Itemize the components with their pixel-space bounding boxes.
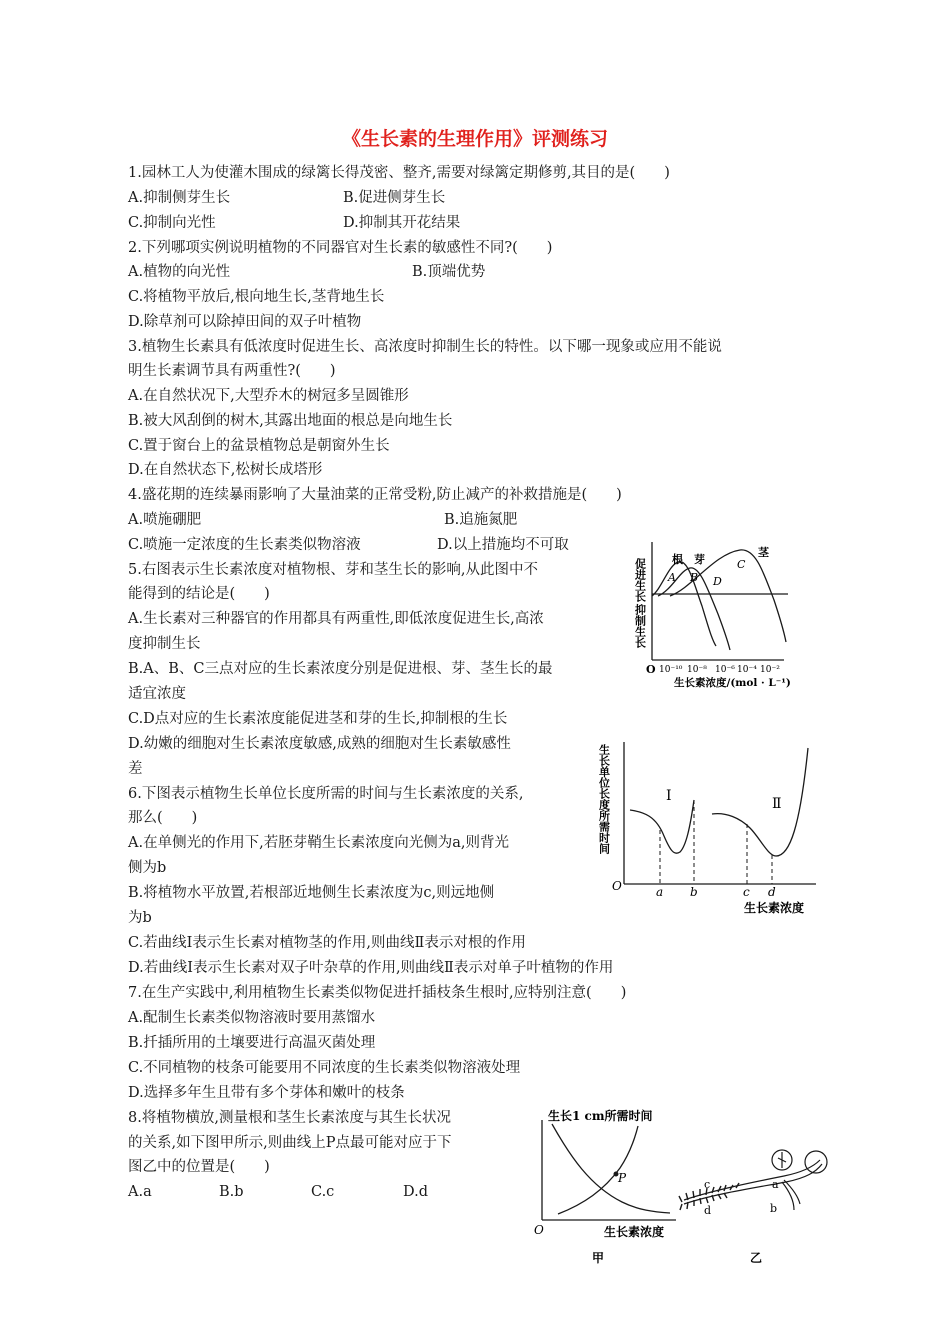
q8-option-a: A.a [128,1184,152,1200]
q8-option-b: B.b [219,1184,244,1200]
q3-option-a: A.在自然状况下,大型乔木的树冠多呈圆锥形 [128,388,409,404]
q2-option-b: B.顶端优势 [412,264,486,280]
q1-option-c: C.抑制向光性 [128,215,216,231]
q7-option-b: B.扦插所用的土壤要进行高温灭菌处理 [128,1035,376,1051]
fig6-curve2-label: Ⅱ [772,796,782,812]
q1-option-b: B.促进侧芽生长 [343,190,446,206]
fig8-yi-label-b: b [770,1202,778,1215]
q6-option-b-line2: 为b [128,910,152,926]
q4-stem: 4.盛花期的连续暴雨影响了大量油菜的正常受粉,防止减产的补救措施是( ) [128,487,622,503]
fig5-point-c: C [737,558,746,571]
q6-option-d: D.若曲线Ⅰ表示生长素对双子叶杂草的作用,则曲线Ⅱ表示对单子叶植物的作用 [128,960,614,976]
q4-option-d: D.以上措施均不可取 [437,537,569,553]
q3-option-d: D.在自然状态下,松树长成塔形 [128,462,323,478]
fig8-yi-label-a: a [772,1178,779,1191]
fig6-x-c: c [743,885,750,899]
fig6-origin: O [612,879,622,893]
fig5-tick-1: 10⁻¹⁰ [659,665,683,675]
q7-option-d: D.选择多年生且带有多个芽体和嫩叶的枝条 [128,1085,405,1101]
fig6-x-axis-label: 生长素浓度 [744,901,805,915]
q8-option-c: C.c [311,1184,335,1200]
q7-option-a: A.配制生长素类似物溶液时要用蒸馏水 [128,1010,376,1026]
q6-stem-line2: 那么( ) [128,810,198,826]
fig8-origin: O [534,1223,544,1237]
q5-option-c: C.D点对应的生长素浓度能促进茎和芽的生长,抑制根的生长 [128,711,508,727]
q6-option-a-line2: 侧为b [128,860,167,876]
figure-q8-jia [530,1106,682,1264]
fig6-x-a: a [656,885,664,899]
q4-option-b: B.追施氮肥 [444,512,518,528]
q5-option-b-line2: 适宜浓度 [128,686,186,702]
figure-q8-yi-plant [664,1138,844,1264]
fig6-y-axis-label: 生长单位长度所需时间 [597,744,611,854]
figure-q5-auxin-effect [628,536,820,688]
fig8-x-axis-label: 生长素浓度 [604,1225,665,1239]
fig8-yi-label-c: c [704,1178,711,1191]
fig8-caption-jia: 甲 [592,1251,605,1265]
fig6-x-b: b [690,885,698,899]
q3-option-c: C.置于窗台上的盆景植物总是朝窗外生长 [128,438,390,454]
figure-q6-growth-time [597,738,822,918]
q3-stem-line2: 明生长素调节具有两重性?( ) [128,363,336,379]
q4-option-c: C.喷施一定浓度的生长素类似物溶液 [128,537,361,553]
q6-stem-line1: 6.下图表示植物生长单位长度所需的时间与生长素浓度的关系, [128,786,524,802]
q3-option-b: B.被大风刮倒的树木,其露出地面的根总是向地生长 [128,413,453,429]
q5-option-a-line1: A.生长素对三种器官的作用都具有两重性,即低浓度促进生长,高浓 [128,611,544,627]
q2-option-c: C.将植物平放后,根向地生长,茎背地生长 [128,289,385,305]
fig5-curve-bud-label: 芽 [694,553,705,566]
fig8-yi-label-d: d [704,1204,712,1217]
fig5-tick-3: 10⁻⁶ [715,665,735,675]
fig5-point-a: A [668,571,676,584]
fig5-point-d: D [713,575,722,588]
q8-option-d: D.d [403,1184,428,1200]
page-title: 《生长素的生理作用》评测练习 [341,128,608,150]
fig5-tick-5: 10⁻² [760,665,780,675]
fig5-curve-root-label: 根 [672,553,683,566]
q1-option-a: A.抑制侧芽生长 [128,190,231,206]
q6-option-b-line1: B.将植物水平放置,若根部近地侧生长素浓度为c,则远地侧 [128,885,495,901]
q8-stem-line2: 的关系,如下图甲所示,则曲线上P点最可能对应于下 [128,1135,452,1151]
q5-option-b-line1: B.A、B、C三点对应的生长素浓度分别是促进根、芽、茎生长的最 [128,661,553,677]
q8-stem-line3: 图乙中的位置是( ) [128,1159,270,1175]
fig5-tick-2: 10⁻⁸ [687,665,707,675]
fig6-x-d: d [768,885,776,899]
fig8-caption-yi: 乙 [750,1251,763,1265]
q5-stem-line2: 能得到的结论是( ) [128,586,270,602]
q2-option-a: A.植物的向光性 [128,264,231,280]
q8-stem-line1: 8.将植物横放,测量根和茎生长素浓度与其生长状况 [128,1110,451,1126]
q7-stem: 7.在生产实践中,利用植物生长素类似物促进扦插枝条生根时,应特别注意( ) [128,985,627,1001]
q2-option-d: D.除草剂可以除掉田间的双子叶植物 [128,314,362,330]
fig6-curve1-label: Ⅰ [666,788,672,804]
fig5-y-down-label: 抑制生长 [633,604,647,648]
fig5-curve-stem-label: 茎 [758,546,769,559]
q6-option-a-line1: A.在单侧光的作用下,若胚芽鞘生长素浓度向光侧为a,则背光 [128,835,509,851]
fig5-point-b: B [690,571,699,584]
q5-option-d-line2: 差 [128,761,143,777]
q4-option-a: A.喷施硼肥 [128,512,202,528]
fig8-point-p: P [618,1171,627,1185]
q5-option-d-line1: D.幼嫩的细胞对生长素浓度敏感,成熟的细胞对生长素敏感性 [128,736,511,752]
q5-stem-line1: 5.右图表示生长素浓度对植物根、芽和茎生长的影响,从此图中不 [128,562,538,578]
fig5-tick-4: 10⁻⁴ [737,665,757,675]
q3-stem-line1: 3.植物生长素具有低浓度时促进生长、高浓度时抑制生长的特性。以下哪一现象或应用不能说 [128,339,722,355]
q1-option-d: D.抑制其开花结果 [343,215,461,231]
q2-stem: 2.下列哪项实例说明植物的不同器官对生长素的敏感性不同?( ) [128,240,553,256]
q1-stem: 1.园林工人为使灌木围成的绿篱长得茂密、整齐,需要对绿篱定期修剪,其目的是( ) [128,165,670,181]
q5-option-a-line2: 度抑制生长 [128,636,201,652]
fig8-y-axis-label: 生长1 cm所需时间 [548,1109,653,1123]
fig5-x-axis-label: 生长素浓度/(mol · L⁻¹) [674,677,791,689]
q7-option-c: C.不同植物的枝条可能要用不同浓度的生长素类似物溶液处理 [128,1060,521,1076]
fig5-origin: O [646,663,656,676]
fig5-y-up-label: 促进生长 [633,558,647,602]
q6-option-c: C.若曲线Ⅰ表示生长素对植物茎的作用,则曲线Ⅱ表示对根的作用 [128,935,526,951]
